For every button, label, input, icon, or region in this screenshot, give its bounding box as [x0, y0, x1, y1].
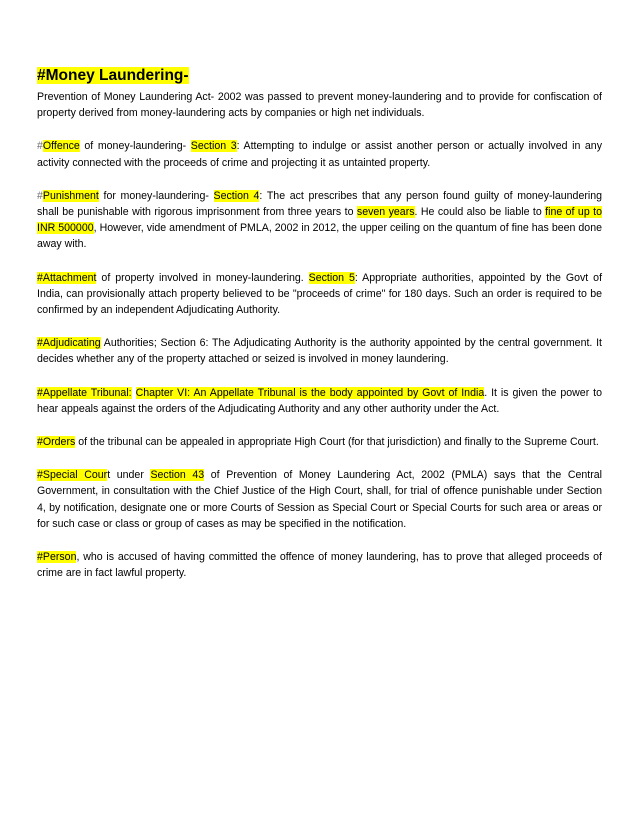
offence-section: Section 3 — [190, 140, 237, 153]
adjudicating-tag: #Adjudicating — [37, 337, 101, 350]
attachment-section: Section 5 — [308, 271, 355, 284]
orders-text: of the tribunal can be appealed in appropriate High Court (for that jurisdiction) and finally to the Supreme Court. — [75, 436, 599, 449]
orders-paragraph — [37, 434, 602, 450]
punishment-fine: fine of up to INR 500000 — [37, 206, 602, 235]
special-court-tag: #Special Cour — [37, 469, 108, 482]
appellate-text: . It is given the power to hear appeals against the orders of the Adjudicating Authority and any other authority under the Act. — [37, 386, 602, 415]
attachment-text-2: : Appropriate authorities, appointed by the Govt of India, can provisionally attach property believed to be "proceeds of crime" for 180 days. Such an order is required to be confirmed by an independent Adjudicating Authority. — [37, 271, 603, 317]
person-text: , who is accused of having committed the offence of money laundering, has to prove that alleged proceeds of crime are in fact lawful property. — [37, 551, 602, 580]
adjudicating-paragraph — [37, 335, 602, 367]
offence-text-2: : Attempting to indulge or assist another person or actually involved in any activity connected with the proceeds of crime and projecting it as untainted property. — [37, 140, 603, 169]
punishment-text-2: : The act prescribes that any person found guilty of money-laundering shall be punishable with rigorous imprisonment from three years to — [37, 189, 603, 219]
punishment-years: seven years — [356, 206, 415, 219]
appellate-highlight: Chapter VI: An Appellate Tribunal is the body appointed by Govt of India — [135, 386, 485, 399]
intro-paragraph: Prevention of Money Laundering Act- 2002 was passed to prevent money-laundering and to provide for confiscation of property derived from money-laundering acts by companies or high net individuals. — [37, 91, 602, 120]
special-court-section: Section 43 — [150, 469, 205, 482]
person-tag: #Person — [37, 551, 77, 564]
punishment-tag: Punishment — [42, 189, 99, 202]
person-paragraph — [37, 549, 602, 581]
orders-tag: #Orders — [37, 436, 76, 449]
offence-tag: Offence — [42, 140, 80, 153]
offence-paragraph — [37, 138, 602, 170]
punishment-text-4: , However, vide amendment of PMLA, 2002 in 2012, the upper ceiling on the quantum of fine has been done away with. — [37, 222, 602, 251]
attachment-text-1: of property involved in money-laundering. — [96, 271, 309, 284]
attachment-tag: #Attachment — [37, 271, 97, 284]
special-court-paragraph — [37, 467, 602, 532]
punishment-section: Section 4 — [213, 189, 260, 202]
adjudicating-text: Authorities; Section 6: The Adjudicating Authority is the authority appointed by the central government. It decides whether any of the property attached or seized is involved in money laundering. — [37, 337, 602, 366]
punishment-hash: # — [37, 189, 43, 202]
document-page — [37, 66, 602, 581]
punishment-text-3: . He could also be liable to — [414, 206, 546, 219]
punishment-text-1: for money-laundering- — [98, 189, 214, 202]
document-title — [37, 66, 602, 86]
attachment-paragraph — [37, 270, 602, 319]
appellate-paragraph — [37, 385, 602, 417]
title-highlight: #Money Laundering- — [37, 67, 189, 84]
special-court-text-1: t under — [107, 469, 151, 482]
appellate-tag: #Appellate Tribunal: — [37, 386, 132, 399]
offence-hash: # — [37, 140, 43, 153]
special-court-text-2: of Prevention of Money Laundering Act, 2002 (PMLA) says that the Central Government, in consultation with the Chief Justice of the High Court, shall, for trial of offence punishable under Section 4, by notification, designate one or more Courts of Session as Special Court or Special Courts for such area or areas or for such case or class or group of cases as may be specified in the notification. — [37, 469, 602, 530]
offence-text-1: of money-laundering- — [79, 140, 191, 153]
punishment-paragraph — [37, 188, 602, 253]
